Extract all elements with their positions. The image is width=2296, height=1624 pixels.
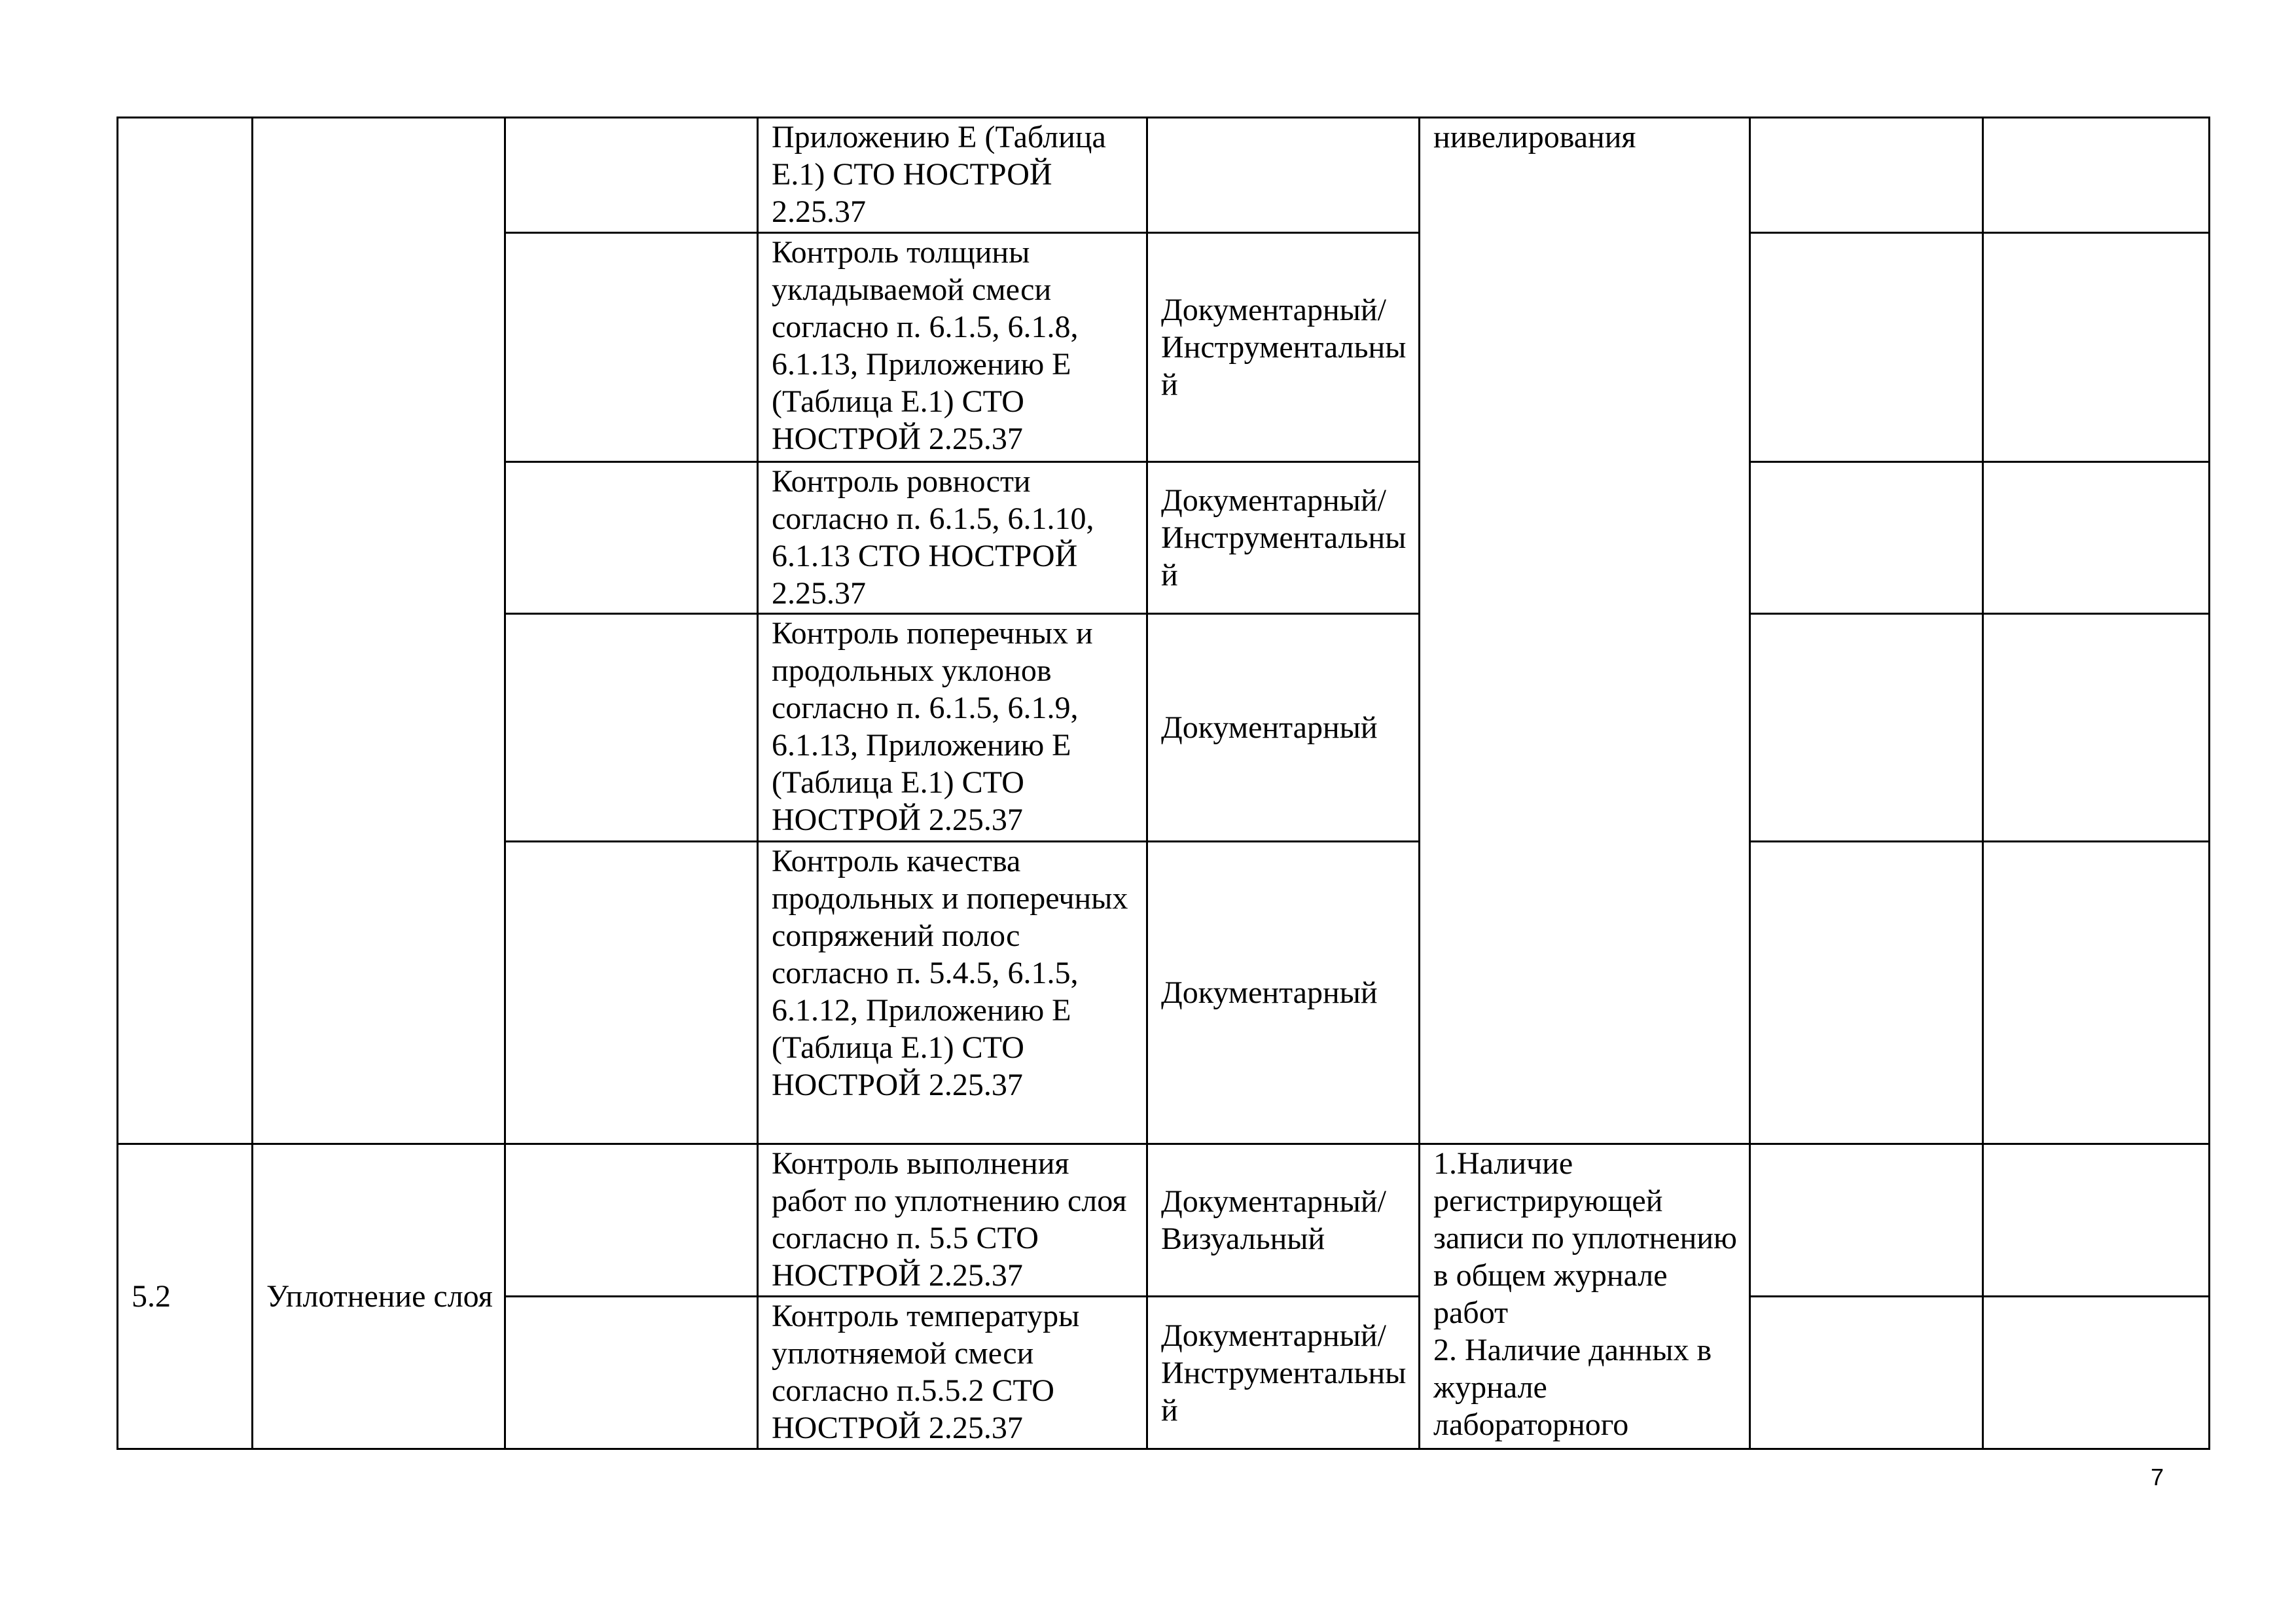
blank-cell bbox=[505, 462, 758, 614]
blank-cell bbox=[1983, 1297, 2210, 1449]
blank-cell bbox=[1750, 614, 1983, 842]
item-number-cell: 5.2 bbox=[118, 1144, 253, 1449]
stage-cell: Уплотнение слоя bbox=[253, 1144, 505, 1449]
blank-cell bbox=[1750, 1144, 1983, 1297]
method-cell: Документарный bbox=[1147, 614, 1420, 842]
check-cell: Контроль толщины укладываемой смеси согласно п. 6.1.5, 6.1.8, 6.1.13, Приложению Е (Таблица Е.1) СТО НОСТРОЙ 2.25.37 bbox=[758, 233, 1147, 462]
document-cell: 1.Наличие регистрирующей записи по уплотнению в общем журнале работ 2. Наличие данных в журнале лабораторного bbox=[1420, 1144, 1750, 1449]
blank-cell bbox=[1983, 1144, 2210, 1297]
blank-cell bbox=[1750, 118, 1983, 233]
method-cell: Документарный/ Инструментальный bbox=[1147, 462, 1420, 614]
method-cell: Документарный/ Инструментальный bbox=[1147, 1297, 1420, 1449]
blank-cell bbox=[505, 233, 758, 462]
blank-cell bbox=[505, 118, 758, 233]
blank-cell bbox=[505, 842, 758, 1144]
blank-cell bbox=[1983, 462, 2210, 614]
blank-cell bbox=[1983, 842, 2210, 1144]
blank-cell bbox=[1750, 233, 1983, 462]
blank-cell bbox=[1983, 614, 2210, 842]
method-cell: Документарный bbox=[1147, 842, 1420, 1144]
check-cell: Приложению Е (Таблица Е.1) СТО НОСТРОЙ 2.25.37 bbox=[758, 118, 1147, 233]
table-row bbox=[118, 118, 2210, 233]
blank-cell bbox=[505, 614, 758, 842]
method-cell bbox=[1147, 118, 1420, 233]
blank-cell bbox=[1750, 1297, 1983, 1449]
stage-cell bbox=[253, 118, 505, 1144]
blank-cell bbox=[1983, 118, 2210, 233]
check-cell: Контроль выполнения работ по уплотнению слоя согласно п. 5.5 СТО НОСТРОЙ 2.25.37 bbox=[758, 1144, 1147, 1297]
document-cell: нивелирования bbox=[1420, 118, 1750, 1144]
method-cell: Документарный/ Визуальный bbox=[1147, 1144, 1420, 1297]
blank-cell bbox=[1750, 462, 1983, 614]
blank-cell bbox=[1983, 233, 2210, 462]
check-cell: Контроль температуры уплотняемой смеси согласно п.5.5.2 СТО НОСТРОЙ 2.25.37 bbox=[758, 1297, 1147, 1449]
table-row bbox=[118, 1144, 2210, 1297]
blank-cell bbox=[505, 1144, 758, 1297]
control-table bbox=[117, 117, 2210, 1450]
check-cell: Контроль качества продольных и поперечных сопряжений полос согласно п. 5.4.5, 6.1.5, 6.1.12, Приложению Е (Таблица Е.1) СТО НОСТРОЙ 2.25.37 bbox=[758, 842, 1147, 1144]
check-cell: Контроль ровности согласно п. 6.1.5, 6.1.10, 6.1.13 СТО НОСТРОЙ 2.25.37 bbox=[758, 462, 1147, 614]
check-cell: Контроль поперечных и продольных уклонов согласно п. 6.1.5, 6.1.9, 6.1.13, Приложению Е (Таблица Е.1) СТО НОСТРОЙ 2.25.37 bbox=[758, 614, 1147, 842]
page-number: 7 bbox=[2150, 1464, 2164, 1490]
method-cell: Документарный/ Инструментальный bbox=[1147, 233, 1420, 462]
blank-cell bbox=[1750, 842, 1983, 1144]
blank-cell bbox=[505, 1297, 758, 1449]
item-number-cell bbox=[118, 118, 253, 1144]
